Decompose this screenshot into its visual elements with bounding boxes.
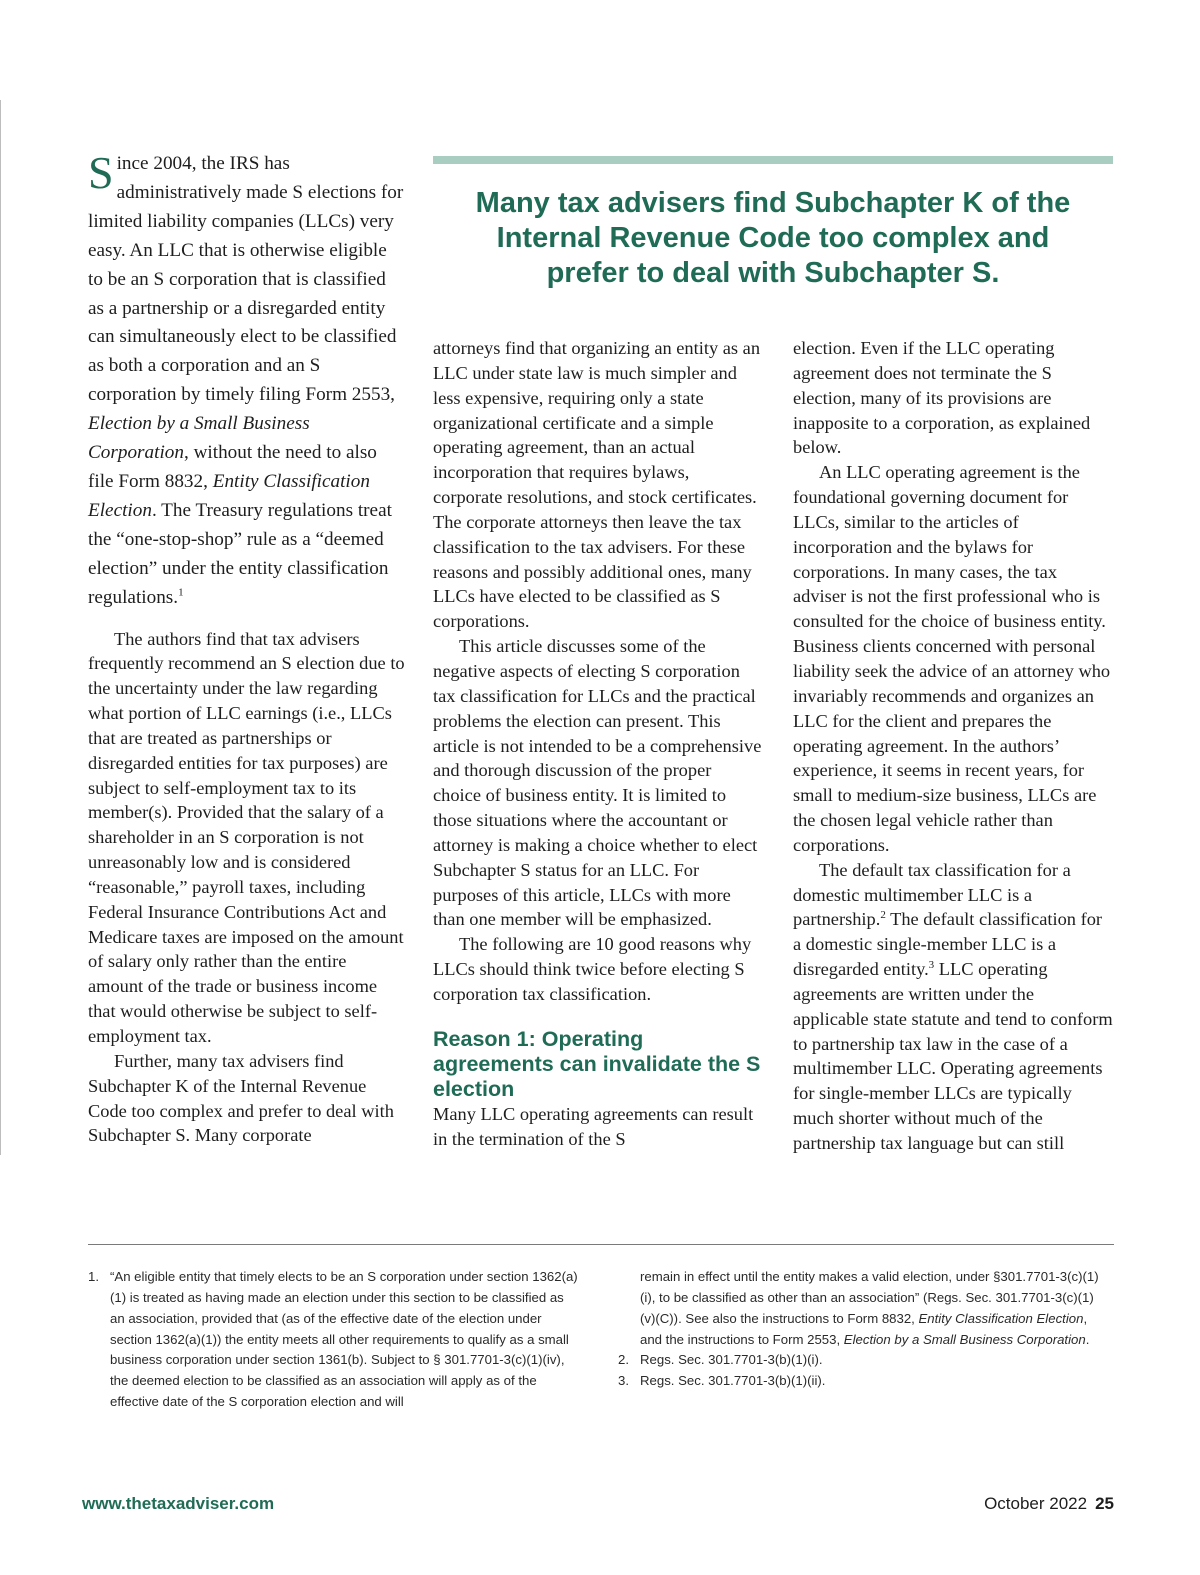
lead-paragraph: Since 2004, the IRS has administratively made S elections for limited liability companies (LLCs) very easy. An LLC that is otherwise eligible to be an S corporation that is classified as a partnership or a disregarded entity can simultaneously elect to be classified as both a corporation and an S corporation by timely filing Form 2553, Election by a Small Business Corporation, without the need to also file Form 8832, Entity Classification Election. The Treasury regulations treat the “one-stop-shop” rule as a “deemed election” under the entity classification regulations.$^1$ <box>88 147 404 608</box>
footnote-ref-1[interactable]: 1 <box>178 586 184 599</box>
footnote-ref-3[interactable]: 3 <box>928 958 935 971</box>
page-edge-rule <box>0 100 1 1155</box>
article-column-3 <box>793 336 1113 1156</box>
body-paragraph: This article discusses some of the negative aspects of electing S corporation tax classification for LLCs and the practical problems the election can present. This article is not intended to be a comprehensive and thorough discussion of the proper choice of business entity. It is limited to those situations where the accountant or attorney is making a choice whether to elect Subchapter S status for an LLC. For purposes of this article, LLCs with more than one member will be emphasized. <box>433 636 762 930</box>
article-column-2 <box>433 336 763 1151</box>
footnotes-left <box>88 1267 580 1413</box>
site-url-link[interactable]: www.thetaxadviser.com <box>82 1494 275 1513</box>
footnote-rule <box>88 1244 1114 1245</box>
issue-date: October 2022 25 <box>984 1494 1114 1513</box>
page-number: 25 <box>1095 1494 1114 1513</box>
footnote-item: 3. Regs. Sec. 301.7701-3(b)(1)(ii). <box>618 1373 826 1389</box>
section-heading: Reason 1: Operating agreements can invalidate the S election <box>433 1026 761 1101</box>
pull-quote: Many tax advisers find Subchapter K of the Internal Revenue Code too complex and prefer to deal with Subchapter S. <box>475 187 1071 289</box>
body-paragraph: election. Even if the LLC operating agreement does not terminate the S election, many of its provisions are inapposite to a corporation, as explained below. <box>793 338 1091 458</box>
body-paragraph: An LLC operating agreement is the foundational governing document for LLCs, similar to the articles of incorporation and the bylaws for corporations. In many cases, the tax adviser is not the first professional who is consulted for the choice of business entity. Business clients concerned with personal liability seek the advice of an attorney who invariably recommends and organizes an LLC for the client and prepares the operating agreement. In the authors’ experience, it seems in recent years, for small to medium-size business, LLCs are the chosen legal vehicle rather than corporations. <box>793 462 1111 855</box>
footnotes-right <box>618 1267 1100 1392</box>
body-paragraph: attorneys find that organizing an entity as an LLC under state law is much simpler and less expensive, requiring only a state organizational certificate and a simple operating agreement, than an actual incorporation that requires bylaws, corporate resolutions, and stock certificates. The corporate attorneys then leave the tax classification to the tax advisers. For these reasons and possibly additional ones, many LLCs have elected to be classified as S corporations. <box>433 338 761 632</box>
callout-rule <box>433 156 1113 164</box>
footnote-item: 1. “An eligible entity that timely elects to be an S corporation under section 1362(a)(1) is treated as having made an election under this section to be classified as an association, provided that (as of the effective date of the election under section 1362(a)(1)) the entity meets all other requirements to qualify as a small business corporation under section 1361(b). Subject to § 301.7701-3(c)(1)(iv), the deemed election to be classified as an association will apply as of the effective date of the S corporation election and will <box>88 1269 578 1410</box>
body-paragraph: Further, many tax advisers find Subchapter K of the Internal Revenue Code too complex and prefer to deal with Subchapter S. Many corporate <box>88 1050 394 1146</box>
footnote-ref-2[interactable]: 2 <box>880 909 886 922</box>
article-column-1 <box>88 147 406 1148</box>
footnote-item: 2. Regs. Sec. 301.7701-3(b)(1)(i). <box>618 1352 823 1368</box>
body-paragraph: Many LLC operating agreements can result in the termination of the S <box>433 1103 754 1149</box>
body-paragraph: The authors find that tax advisers frequently recommend an S election due to the uncertainty under the law regarding what portion of LLC earnings (i.e., LLCs that are treated as partnerships or disregarded entities for tax purposes) are subject to self-employment tax to its member(s). Provided that the salary of a shareholder in an S corporation is not unreasonably low and is considered “reasonable,” payroll taxes, including Federal Insurance Contributions Act and Medicare taxes are imposed on the amount of salary only rather than the entire amount of the trade or business income that would otherwise be subject to self-employment tax. <box>88 628 405 1046</box>
body-paragraph: The following are 10 good reasons why LLCs should think twice before electing S corporation tax classification. <box>433 934 752 1004</box>
body-paragraph: The default tax classification for a domestic multimember LLC is a partnership.$^2$ The default classification for a domestic single-member LLC is a disregarded entity.$^3$ LLC operating agreements are written under the applicable state statute and tend to conform to partnership tax law in the case of a multimember LLC. Operating agreements for single-member LLCs are typically much shorter without much of the partnership tax language but can still <box>793 859 1113 1153</box>
drop-cap: S <box>88 147 114 198</box>
footnote-item: remain in effect until the entity makes a valid election, under §301.7701-3(c)(1)(i), to be classified as other than an association” (Regs. Sec. 301.7701-3(c)(1)(v)(C)). See also the instructions to Form 8832, Entity Classification Election, and the instructions to Form 2553, Election by a Small Business Corporation. <box>640 1269 1099 1347</box>
